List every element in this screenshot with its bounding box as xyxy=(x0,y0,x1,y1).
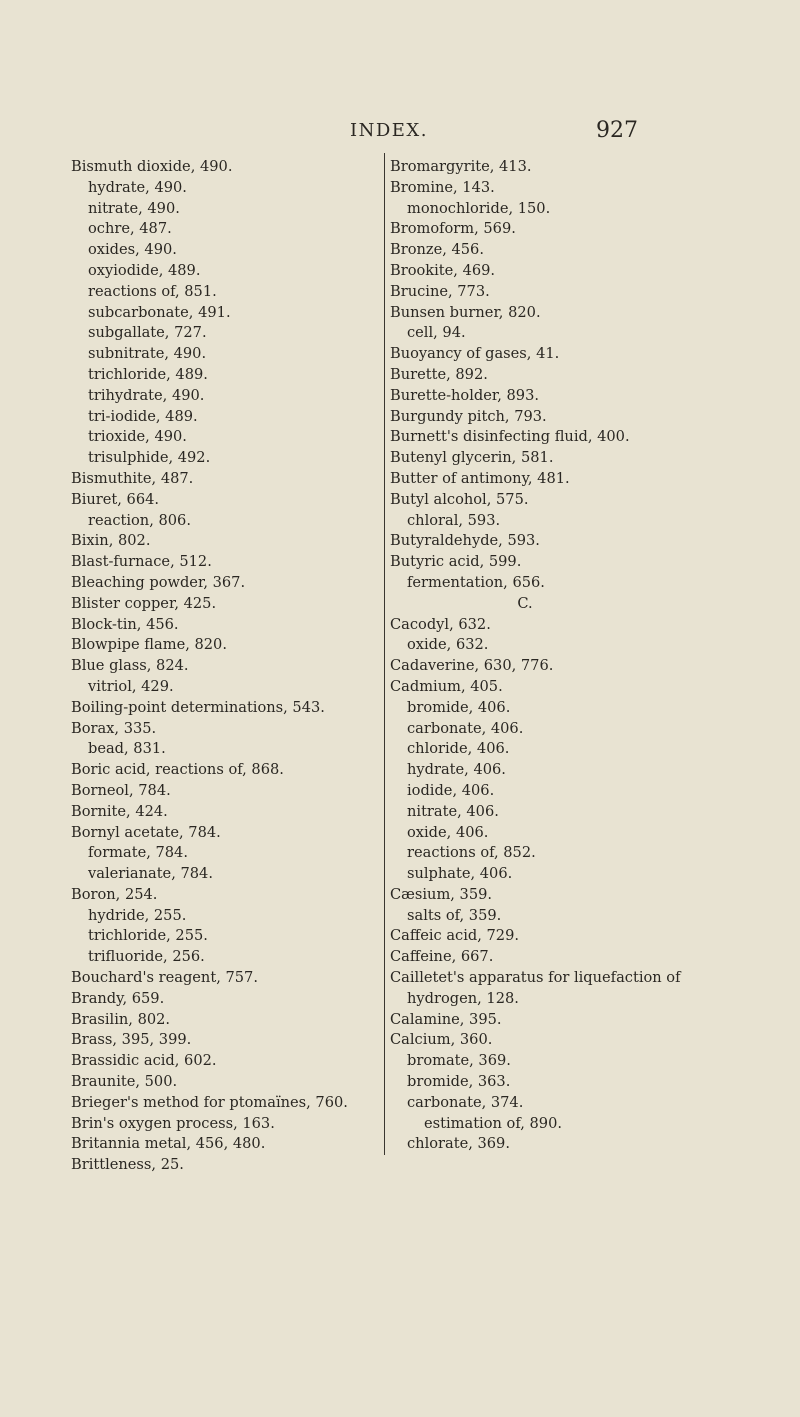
index-subentry: oxide, 632. xyxy=(407,636,489,654)
index-subentry: oxide, 406. xyxy=(407,823,489,841)
index-entry: Calamine, 395. xyxy=(390,1010,502,1028)
index-entry: Brucine, 773. xyxy=(390,282,490,300)
index-entry: Blast-furnace, 512. xyxy=(71,553,212,571)
index-entry: Blister copper, 425. xyxy=(71,594,217,612)
index-subentry: monochloride, 150. xyxy=(407,199,551,217)
index-entry: Bixin, 802. xyxy=(71,532,151,550)
index-subentry: trisulphide, 492. xyxy=(88,449,211,467)
index-subentry: valerianate, 784. xyxy=(88,865,213,883)
index-subentry: chloral, 593. xyxy=(407,511,501,529)
index-subentry: reaction, 806. xyxy=(88,511,191,529)
index-entry: Brasilin, 802. xyxy=(71,1010,171,1028)
index-entry: Burette, 892. xyxy=(390,365,488,383)
index-entry: Butter of antimony, 481. xyxy=(390,469,570,487)
page-number: 927 xyxy=(596,118,638,143)
index-subentry: nitrate, 406. xyxy=(407,802,499,820)
index-entry: Brassidic acid, 602. xyxy=(71,1052,217,1070)
index-entry: Bouchard's reagent, 757. xyxy=(71,969,258,987)
index-subentry: hydrate, 406. xyxy=(407,761,506,779)
index-entry: Bismuth dioxide, 490. xyxy=(71,158,233,175)
index-entry: Blowpipe flame, 820. xyxy=(71,636,227,654)
index-subentry: tri-iodide, 489. xyxy=(88,407,198,425)
index-entry: Brandy, 659. xyxy=(71,989,165,1007)
index-entry: Burgundy pitch, 793. xyxy=(390,407,547,425)
index-entry: Calcium, 360. xyxy=(390,1031,493,1049)
index-entry: Caffeine, 667. xyxy=(390,948,494,966)
index-subentry: hydrogen, 128. xyxy=(407,989,519,1007)
index-subentry: hydride, 255. xyxy=(88,906,187,924)
index-subentry: iodide, 406. xyxy=(407,781,495,799)
index-entry: Biuret, 664. xyxy=(71,490,160,508)
index-entry: Boiling-point determinations, 543. xyxy=(71,698,325,716)
index-entry: Brittleness, 25. xyxy=(71,1156,184,1174)
index-entry: Cailletet's apparatus for liquefaction of xyxy=(390,969,681,987)
index-entry: Bleaching powder, 367. xyxy=(71,573,246,591)
index-subentry: estimation of, 890. xyxy=(424,1114,562,1132)
index-entry: Butenyl glycerin, 581. xyxy=(390,449,554,467)
index-subentry: cell, 94. xyxy=(407,324,466,342)
index-entry: Borneol, 784. xyxy=(71,781,171,799)
section-letter: C. xyxy=(517,594,533,612)
index-subentry: trioxide, 490. xyxy=(88,428,187,446)
index-entry: Bornyl acetate, 784. xyxy=(71,823,221,841)
index-entry: Brookite, 469. xyxy=(390,261,496,279)
index-entry: Bromine, 143. xyxy=(390,178,495,196)
index-entry: Block-tin, 456. xyxy=(71,615,179,633)
index-subentry: subnitrate, 490. xyxy=(88,345,207,363)
index-subentry: bromate, 369. xyxy=(407,1052,511,1070)
index-entry: Braunite, 500. xyxy=(71,1073,178,1091)
index-entry: Cadaverine, 630, 776. xyxy=(390,657,554,675)
index-subentry: trifluoride, 256. xyxy=(88,948,205,966)
index-entry: Borax, 335. xyxy=(71,719,157,737)
index-entry: Burette-holder, 893. xyxy=(390,386,540,404)
index-subentry: trichloride, 489. xyxy=(88,365,208,383)
index-entry: Cadmium, 405. xyxy=(390,677,503,695)
index-subentry: bromide, 363. xyxy=(407,1073,511,1091)
index-subentry: trihydrate, 490. xyxy=(88,386,205,404)
index-subentry: chlorate, 369. xyxy=(407,1135,510,1153)
index-subentry: subgallate, 727. xyxy=(88,324,207,342)
index-entry: Butyraldehyde, 593. xyxy=(390,532,540,550)
index-entry: Caffeic acid, 729. xyxy=(390,927,520,945)
index-column-right xyxy=(384,153,720,1155)
index-entry: Bronze, 456. xyxy=(390,241,484,259)
index-subentry: oxyiodide, 489. xyxy=(88,261,201,279)
index-subentry: salts of, 359. xyxy=(407,906,502,924)
index-entry: Bismuthite, 487. xyxy=(71,469,194,487)
index-entry: Bornite, 424. xyxy=(71,802,168,820)
index-entry: Burnett's disinfecting fluid, 400. xyxy=(390,428,630,446)
index-subentry: nitrate, 490. xyxy=(88,199,180,217)
index-entry: Boric acid, reactions of, 868. xyxy=(71,761,284,779)
index-entry: Bromargyrite, 413. xyxy=(390,158,532,175)
index-subentry: bead, 831. xyxy=(88,740,166,758)
index-entry: Butyric acid, 599. xyxy=(390,553,522,571)
index-subentry: hydrate, 490. xyxy=(88,178,187,196)
index-subentry: ochre, 487. xyxy=(88,220,172,238)
index-entry: Britannia metal, 456, 480. xyxy=(71,1135,266,1153)
index-entry: Brieger's method for ptomaïnes, 760. xyxy=(71,1093,348,1111)
index-entry: Buoyancy of gases, 41. xyxy=(390,345,560,363)
index-entry: Cæsium, 359. xyxy=(390,885,493,903)
index-subentry: carbonate, 406. xyxy=(407,719,524,737)
index-subentry: carbonate, 374. xyxy=(407,1093,524,1111)
index-subentry: oxides, 490. xyxy=(88,241,177,259)
index-subentry: formate, 784. xyxy=(88,844,188,862)
index-subentry: sulphate, 406. xyxy=(407,865,513,883)
index-subentry: reactions of, 851. xyxy=(88,282,217,300)
index-subentry: vitriol, 429. xyxy=(88,677,174,695)
index-entry: Bromoform, 569. xyxy=(390,220,516,238)
index-subentry: bromide, 406. xyxy=(407,698,511,716)
index-entry: Blue glass, 824. xyxy=(71,657,189,675)
index-entry: Brin's oxygen process, 163. xyxy=(71,1114,275,1132)
index-entry: Boron, 254. xyxy=(71,885,158,903)
index-subentry: reactions of, 852. xyxy=(407,844,536,862)
index-entry: Bunsen burner, 820. xyxy=(390,303,541,321)
index-entry: Brass, 395, 399. xyxy=(71,1031,192,1049)
page-header xyxy=(0,118,800,148)
index-entry: Butyl alcohol, 575. xyxy=(390,490,529,508)
index-subentry: chloride, 406. xyxy=(407,740,510,758)
running-head: INDEX. xyxy=(350,120,428,141)
index-column-left xyxy=(71,157,371,1176)
index-entry: Cacodyl, 632. xyxy=(390,615,491,633)
index-subentry: fermentation, 656. xyxy=(407,573,545,591)
index-subentry: trichloride, 255. xyxy=(88,927,208,945)
index-subentry: subcarbonate, 491. xyxy=(88,303,231,321)
